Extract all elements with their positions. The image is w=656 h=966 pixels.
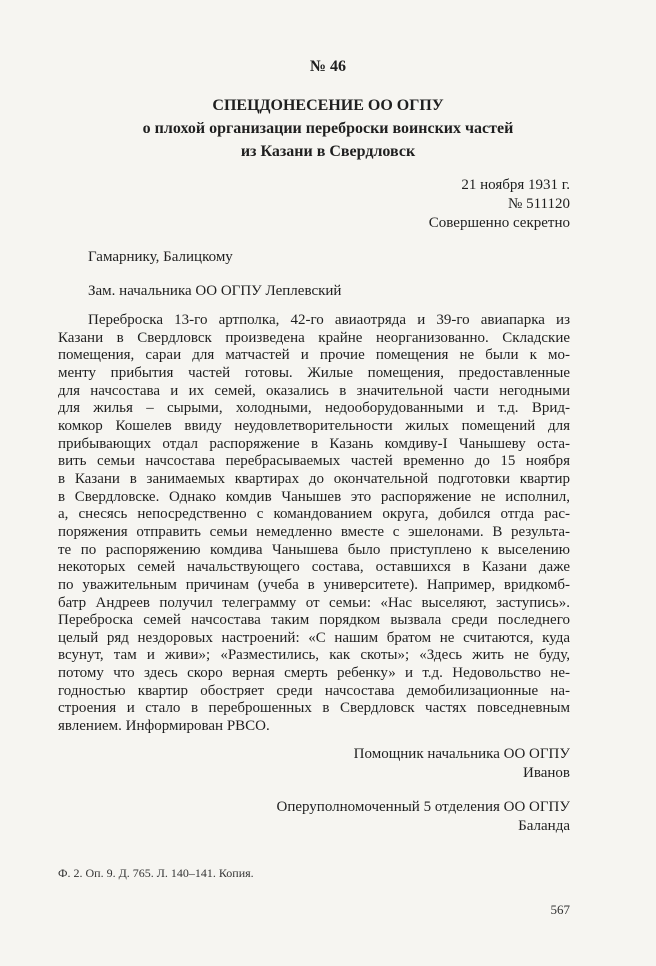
body-line: по уважительным причинам (учеба в университете). Например, вридкомб- bbox=[58, 576, 570, 593]
signer-position: Помощник начальника ОО ОГПУ bbox=[353, 746, 570, 762]
signature-block bbox=[354, 745, 570, 783]
body-line: потому что здесь скоро верная смерть ребенку» и т.д. Недовольство не- bbox=[58, 665, 570, 682]
body-line: годностью квартир обостряет среди начсостава демобилизационные на- bbox=[58, 682, 570, 699]
document-date: 21 ноября 1931 г. bbox=[461, 177, 570, 193]
archive-source-reference: Ф. 2. Оп. 9. Д. 765. Л. 140–141. Копия. bbox=[58, 866, 254, 880]
body-line: прибывающих отдал распоряжение в Казань комдиву-I Чанышеву оста- bbox=[58, 435, 570, 452]
body-line: строения и стало в переброшенных в Свердловск частях повседневным bbox=[58, 700, 570, 717]
title-line: из Казани в Свердловск bbox=[240, 143, 416, 160]
body-line: всунут, там и живи»; «Разместились, как скоты»; «Здесь жить не буду, bbox=[58, 647, 570, 664]
signer-name: Иванов bbox=[523, 765, 570, 781]
body-line: комкор Кошелев ввиду неудовлетворительности жилых помещений для bbox=[58, 417, 570, 434]
document-title bbox=[0, 94, 656, 163]
body-line: менту прибытия частей готовы. Жилые помещения, предоставленные bbox=[58, 364, 570, 381]
registration-number: № 511120 bbox=[508, 196, 570, 212]
body-line: помещения, сараи для матчастей и прочие помещения не были к мо- bbox=[58, 347, 570, 364]
body-line: явлением. Информирован РВСО. bbox=[58, 718, 270, 735]
body-line: батр Андреев получил телеграмму от семьи: «Нас выселяют, заступись». bbox=[58, 594, 570, 611]
body-line: Переброска семей начсостава таким порядком вызвала среди последнего bbox=[58, 612, 570, 629]
signer-position: Оперуполномоченный 5 отделения ОО ОГПУ bbox=[276, 799, 570, 815]
body-line: те по распоряжению комдива Чанышева было приступлено к выселению bbox=[58, 541, 570, 558]
body-line: Переброска 13-го артполка, 42-го авиаотряда и 39-го авиапарка из bbox=[88, 312, 570, 328]
title-line: о плохой организации переброски воинских частей bbox=[142, 120, 514, 137]
sender: Зам. начальника ОО ОГПУ Леплевский bbox=[88, 283, 342, 299]
body-line: некоторых семей начальствующего состава, оставшихся в Казани даже bbox=[58, 559, 570, 576]
body-line: для начсостава и их семей, оказались в значительной части негодными bbox=[58, 382, 570, 399]
classification-stamp: Совершенно секретно bbox=[428, 215, 570, 231]
title-line: СПЕЦДОНЕСЕНИЕ ОО ОГПУ bbox=[212, 97, 444, 114]
body-line: а, снесясь непосредственно с командованием округа, добился отгда рас- bbox=[58, 506, 570, 523]
signature-block bbox=[276, 798, 570, 836]
body-line: в Свердловске. Однако комдив Чанышев это распоряжение не исполнил, bbox=[58, 488, 570, 505]
body-line: поряжения отправить семьи немедленно вместе с эшелонами. В результа- bbox=[58, 523, 570, 540]
page-number: 567 bbox=[550, 902, 570, 917]
body-text bbox=[58, 312, 570, 736]
body-line: целый ряд нездоровых настроений: «С нашим братом не считаются, куда bbox=[58, 629, 570, 646]
body-line: в Казани в занимаемых квартирах до окончательной подготовки квартир bbox=[58, 470, 570, 487]
document-meta bbox=[429, 176, 570, 233]
addressee: Гамарнику, Балицкому bbox=[88, 249, 233, 265]
body-line: вить семьи начсостава перебрасываемых частей временно до 15 ноября bbox=[58, 453, 570, 470]
body-line: Казани в Свердловск произведена крайне неорганизованно. Складские bbox=[58, 329, 570, 346]
signer-name: Баланда bbox=[518, 818, 570, 834]
body-line: для жилья – сырыми, холодными, недооборудованными и т.д. Врид- bbox=[58, 400, 570, 417]
document-number: № 46 bbox=[309, 58, 347, 75]
